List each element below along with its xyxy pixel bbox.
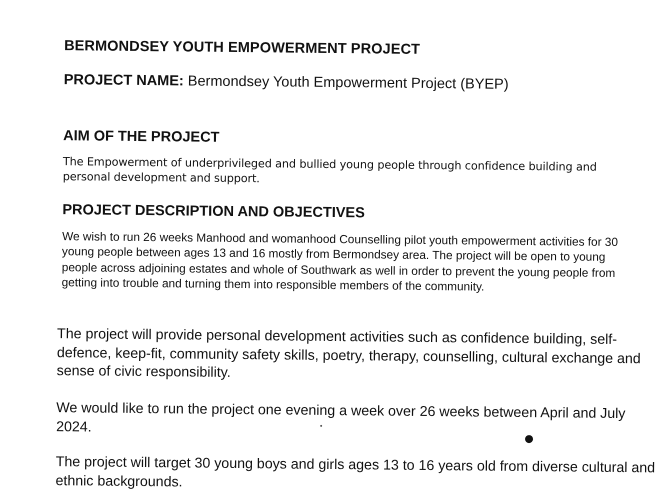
aim-text: The Empowerment of underprivileged and bullied young people through confidence building and personal development and support. xyxy=(62,155,597,186)
ink-dot xyxy=(525,435,533,443)
project-name-label: PROJECT NAME: xyxy=(63,72,184,90)
description-heading: PROJECT DESCRIPTION AND OBJECTIVES xyxy=(62,202,365,222)
document-title: BERMONDSEY YOUTH EMPOWERMENT PROJECT xyxy=(64,38,421,58)
activities-paragraph: The project will provide personal development activities such as confidence building, self-defence, keep-fit, community safety skills, poetry, therapy, counselling, cultural exchange and sense of civic responsibility. xyxy=(56,326,641,381)
project-name-line xyxy=(64,72,509,93)
ink-speck xyxy=(320,425,322,427)
target-paragraph: The project will target 30 young boys and girls ages 13 to 16 years old from diverse cultural and ethnic backgrounds. xyxy=(55,454,656,490)
project-name-value: Bermondsey Youth Empowerment Project (BYEP) xyxy=(187,73,509,93)
aim-heading: AIM OF THE PROJECT xyxy=(63,128,220,146)
description-text: We wish to run 26 weeks Manhood and womanhood Counselling pilot youth empowerment activities for 30 young people between ages 13 and 16 mostly from Bermondsey area. The project will be open to young people across adjoining estates and whole of Southwark as well in order to prevent the young people from getting into trouble and turning them into responsible members of the community. xyxy=(61,229,619,294)
schedule-paragraph: We would like to run the project one evening a week over 26 weeks between April and July 2024. xyxy=(56,400,626,435)
